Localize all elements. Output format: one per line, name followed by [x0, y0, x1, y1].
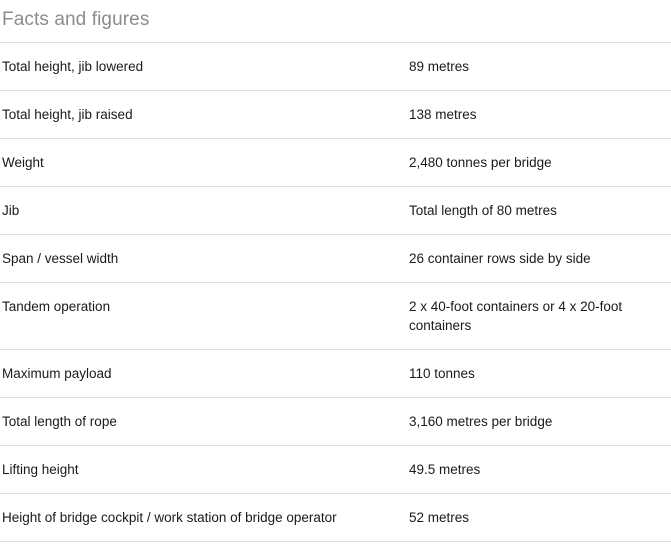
facts-table	[0, 42, 671, 542]
fact-label: Lifting height	[2, 462, 79, 477]
fact-label: Height of bridge cockpit / work station of bridge operator	[2, 510, 337, 525]
fact-value: 89 metres	[409, 59, 470, 74]
fact-label: Jib	[2, 203, 20, 218]
table-row	[0, 398, 671, 446]
fact-value: 52 metres	[409, 510, 470, 525]
fact-label: Total height, jib lowered	[2, 59, 144, 74]
fact-label: Total height, jib raised	[2, 107, 133, 122]
table-row	[0, 494, 671, 542]
fact-label: Tandem operation	[2, 299, 111, 314]
table-row	[0, 283, 671, 350]
table-row	[0, 235, 671, 283]
table-row	[0, 446, 671, 494]
table-row	[0, 187, 671, 235]
fact-value: 26 container rows side by side	[409, 251, 591, 266]
fact-label: Span / vessel width	[2, 251, 119, 266]
fact-label: Total length of rope	[2, 414, 117, 429]
table-row	[0, 43, 671, 91]
page-title: Facts and figures	[2, 9, 150, 30]
fact-value: 138 metres	[409, 107, 477, 122]
fact-value: 2 x 40-foot containers or 4 x 20-foot containers	[409, 299, 623, 333]
fact-value: Total length of 80 metres	[409, 203, 557, 218]
table-row	[0, 91, 671, 139]
facts-table-body	[0, 43, 671, 542]
table-row	[0, 139, 671, 187]
fact-label: Weight	[2, 155, 44, 170]
fact-label: Maximum payload	[2, 366, 112, 381]
fact-value: 3,160 metres per bridge	[409, 414, 553, 429]
fact-value: 2,480 tonnes per bridge	[409, 155, 552, 170]
table-row	[0, 350, 671, 398]
fact-value: 49.5 metres	[409, 462, 481, 477]
fact-value: 110 tonnes	[409, 366, 475, 381]
